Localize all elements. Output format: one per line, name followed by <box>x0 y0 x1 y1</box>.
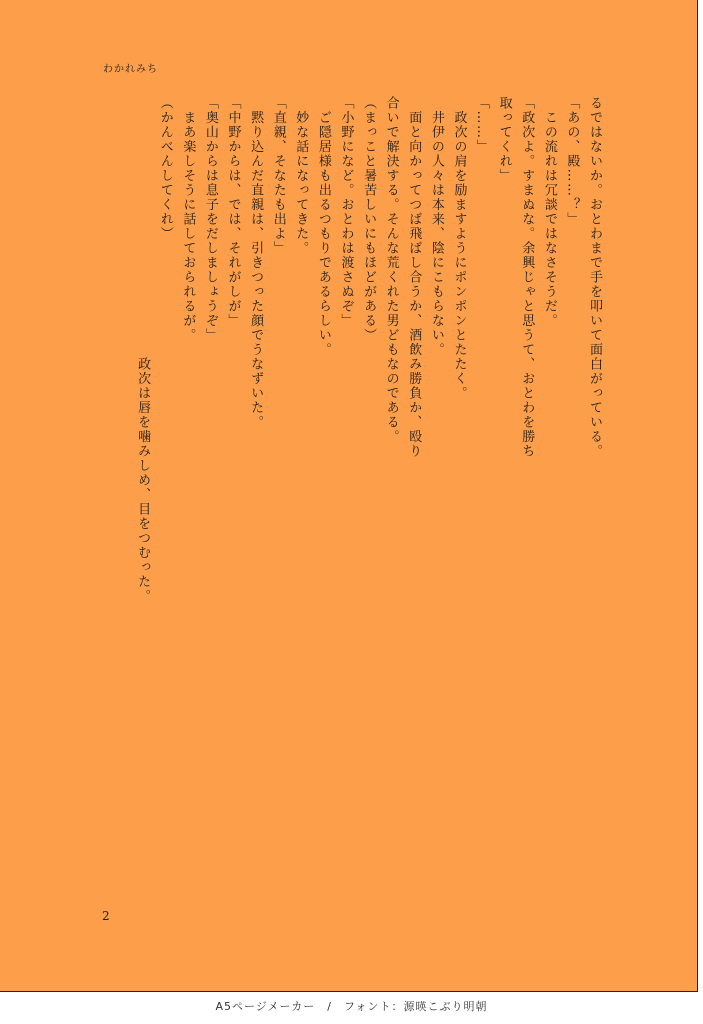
text-line: ご隠居様も出るつもりであるらしい。 <box>315 96 331 357</box>
text-line: 妙な話になってきた。 <box>293 96 309 256</box>
text-line: （かんべんしてくれ） <box>157 96 173 241</box>
page-number: 2 <box>102 909 110 923</box>
running-header: わかれみち <box>103 64 158 75</box>
text-line: 「政次よ。すまぬな。余興じゃと思うて、おとわを勝ち <box>519 96 535 459</box>
vertical-text-body <box>95 96 605 786</box>
text-line: 井伊の人々は本来、陰にこもらない。 <box>428 96 444 357</box>
text-line: 面と向かってつば飛ばし合うか、酒飲み勝負か、殴り <box>406 96 422 459</box>
text-line: 黙り込んだ直親は、引きつった顔でうなずいた。 <box>248 96 264 430</box>
footer-credit: A5ページメーカー / フォント：源暎こぶり明朝 <box>215 1000 488 1013</box>
text-line: 「あの、殿……？」 <box>564 96 580 227</box>
text-line: 「直親、そなたも出よ」 <box>270 96 286 256</box>
text-line: 政次の肩を励ますようにポンポンとたたく。 <box>451 96 467 401</box>
text-line: この流れは冗談ではなさそうだ。 <box>541 96 557 328</box>
text-line: 「……」 <box>474 96 490 154</box>
text-line: 「小野になど。おとわは渡さぬぞ」 <box>338 96 354 328</box>
text-line: 「中野からは、では、それがしが」 <box>225 96 241 328</box>
text-line: るではないか。おとわまで手を叩いて面白がっている。 <box>587 96 602 459</box>
text-line: （まっこと暑苦しいにもほどがある） <box>361 96 377 343</box>
text-line: 合いで解決する。そんな荒くれた男どもなのである。 <box>383 96 399 444</box>
text-line: 「奥山からは息子をだしましょうぞ」 <box>202 96 218 343</box>
text-line: まあ楽しそうに話しておられるが。 <box>180 96 196 343</box>
text-line: 取ってくれ」 <box>496 96 512 183</box>
text-line: 政次は唇を噛みしめ、目をつむった。 <box>135 96 151 604</box>
